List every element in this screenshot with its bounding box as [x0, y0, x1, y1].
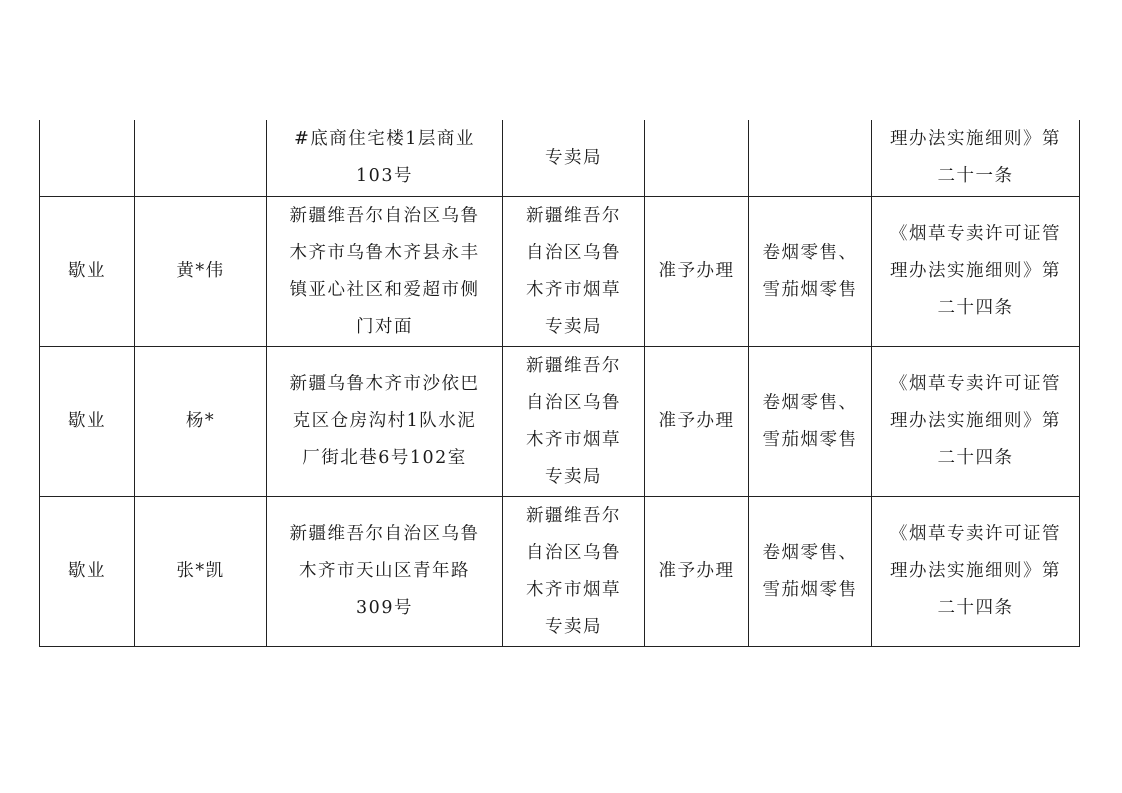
name-cell [135, 120, 267, 197]
status-cell: 歇业 [40, 497, 135, 647]
scope-cell [749, 120, 872, 197]
authority-cell: 专卖局 [503, 120, 645, 197]
authority-cell: 新疆维吾尔 自治区乌鲁 木齐市烟草 专卖局 [503, 347, 645, 497]
name-cell: 张*凯 [135, 497, 267, 647]
basis-cell: 《烟草专卖许可证管 理办法实施细则》第 二十四条 [872, 347, 1080, 497]
scope-cell: 卷烟零售、 雪茄烟零售 [749, 497, 872, 647]
basis-cell: 理办法实施细则》第 二十一条 [872, 120, 1080, 197]
decision-cell: 准予办理 [645, 497, 749, 647]
authority-cell: 新疆维吾尔 自治区乌鲁 木齐市烟草 专卖局 [503, 497, 645, 647]
records-table [39, 120, 1080, 647]
scope-cell: 卷烟零售、 雪茄烟零售 [749, 347, 872, 497]
scope-cell: 卷烟零售、 雪茄烟零售 [749, 197, 872, 347]
basis-cell: 《烟草专卖许可证管 理办法实施细则》第 二十四条 [872, 497, 1080, 647]
address-cell: 新疆维吾尔自治区乌鲁 木齐市天山区青年路 309号 [267, 497, 503, 647]
decision-cell: 准予办理 [645, 347, 749, 497]
decision-cell: 准予办理 [645, 197, 749, 347]
table-row [40, 497, 1080, 647]
address-cell: 新疆乌鲁木齐市沙依巴 克区仓房沟村1队水泥 厂街北巷6号102室 [267, 347, 503, 497]
address-cell: #底商住宅楼1层商业 103号 [267, 120, 503, 197]
status-cell: 歇业 [40, 347, 135, 497]
name-cell: 杨* [135, 347, 267, 497]
table-row [40, 120, 1080, 197]
basis-cell: 《烟草专卖许可证管 理办法实施细则》第 二十四条 [872, 197, 1080, 347]
decision-cell [645, 120, 749, 197]
table-row [40, 347, 1080, 497]
name-cell: 黄*伟 [135, 197, 267, 347]
authority-cell: 新疆维吾尔 自治区乌鲁 木齐市烟草 专卖局 [503, 197, 645, 347]
table-row [40, 197, 1080, 347]
address-cell: 新疆维吾尔自治区乌鲁 木齐市乌鲁木齐县永丰 镇亚心社区和爱超市侧 门对面 [267, 197, 503, 347]
status-cell: 歇业 [40, 197, 135, 347]
status-cell [40, 120, 135, 197]
